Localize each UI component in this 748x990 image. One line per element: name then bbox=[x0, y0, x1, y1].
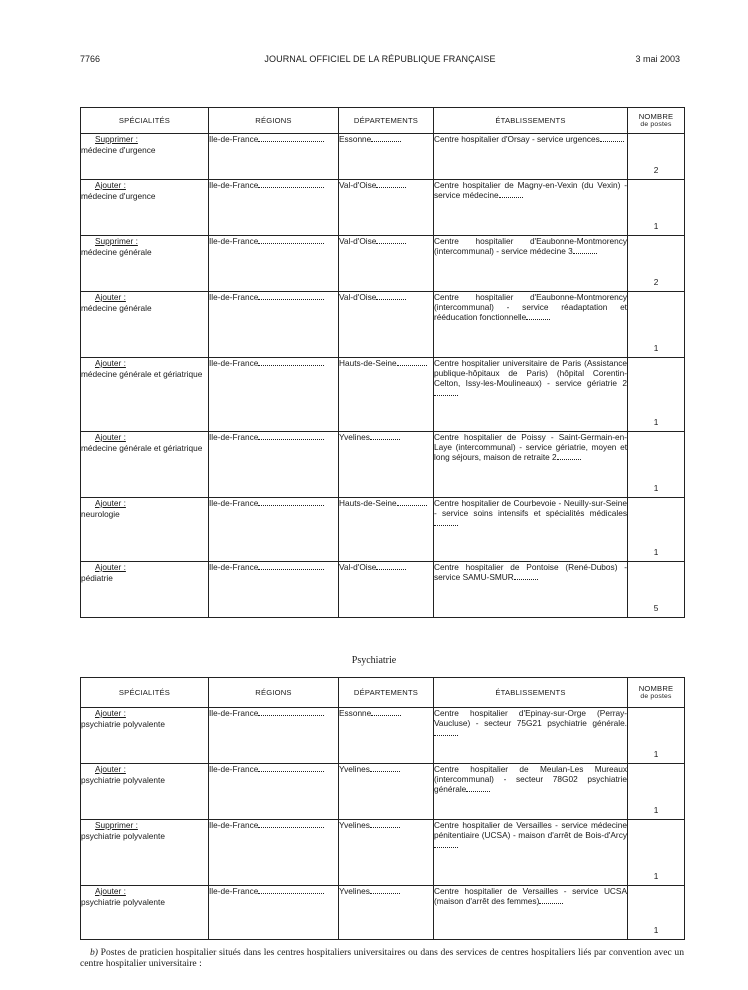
dot-leader bbox=[258, 365, 324, 366]
cell-specialite bbox=[81, 820, 209, 886]
postes-table-general bbox=[80, 107, 685, 618]
cell-etablissement bbox=[434, 708, 628, 764]
dot-leader bbox=[434, 395, 458, 396]
region-text: Ile-de-France bbox=[209, 236, 259, 246]
col-header-nombre bbox=[628, 678, 685, 708]
departement-text: Yvelines bbox=[339, 764, 370, 774]
dot-leader bbox=[258, 299, 324, 300]
etablissement-text: Centre hospitalier de Poissy - Saint-Germain-en-Laye (intercommunal) - service gériatrie, moyen et long séjours, maison de retraite 2 bbox=[434, 432, 627, 462]
cell-etablissement bbox=[434, 820, 628, 886]
dot-leader bbox=[376, 243, 406, 244]
action-label: Ajouter : bbox=[95, 358, 126, 368]
specialite-text: médecine générale bbox=[81, 247, 152, 257]
dot-leader bbox=[376, 187, 406, 188]
cell-region bbox=[209, 708, 339, 764]
region-text: Ile-de-France bbox=[209, 764, 259, 774]
cell-specialite bbox=[81, 432, 209, 498]
dot-leader bbox=[258, 827, 324, 828]
etablissement-text: Centre hospitalier de Courbevoie - Neuilly-sur-Seine - service soins intensifs et spécialités médicales bbox=[434, 498, 627, 518]
page-header bbox=[80, 54, 680, 68]
col-header-nombre-label: NOMBRE bbox=[638, 112, 674, 121]
specialite-text: psychiatrie polyvalente bbox=[81, 719, 165, 729]
cell-nombre: 1 bbox=[628, 498, 685, 562]
cell-region bbox=[209, 180, 339, 236]
etablissement-text: Centre hospitalier de Magny-en-Vexin (du Vexin) - service médecine bbox=[434, 180, 627, 200]
cell-specialite bbox=[81, 358, 209, 432]
cell-specialite bbox=[81, 886, 209, 940]
footnote bbox=[80, 947, 684, 969]
footnote-text: Postes de praticien hospitalier situés dans les centres hospitaliers universitaires ou dans des services de centres hospitaliers liés par convention avec un centre hospitalier universitaire : bbox=[80, 947, 684, 969]
cell-nombre: 1 bbox=[628, 292, 685, 358]
specialite-text: pédiatrie bbox=[81, 573, 113, 583]
table-row bbox=[81, 292, 685, 358]
dot-leader bbox=[397, 365, 427, 366]
cell-nombre: 5 bbox=[628, 562, 685, 618]
specialite-text: neurologie bbox=[81, 509, 120, 519]
cell-region bbox=[209, 432, 339, 498]
dot-leader bbox=[434, 525, 458, 526]
etablissement-text: Centre hospitalier de Pontoise (René-Dubos) - service SAMU-SMUR bbox=[434, 562, 627, 582]
page-number: 7766 bbox=[80, 54, 101, 64]
cell-region bbox=[209, 292, 339, 358]
region-text: Ile-de-France bbox=[209, 886, 259, 896]
table-header-row bbox=[81, 678, 685, 708]
journal-title: JOURNAL OFFICIEL DE LA RÉPUBLIQUE FRANÇAISE bbox=[264, 54, 496, 64]
departement-text: Essonne bbox=[339, 708, 372, 718]
departement-text: Val-d'Oise bbox=[339, 292, 377, 302]
cell-departement bbox=[339, 358, 434, 432]
dot-leader bbox=[434, 735, 458, 736]
departement-text: Essonne bbox=[339, 134, 372, 144]
etablissement-text: Centre hospitalier de Versailles - service UCSA (maison d'arrêt des femmes) bbox=[434, 886, 627, 906]
cell-nombre: 1 bbox=[628, 886, 685, 940]
dot-leader bbox=[370, 893, 400, 894]
cell-departement bbox=[339, 562, 434, 618]
region-text: Ile-de-France bbox=[209, 292, 259, 302]
cell-departement bbox=[339, 292, 434, 358]
specialite-text: médecine d'urgence bbox=[81, 145, 156, 155]
action-label: Supprimer : bbox=[95, 236, 138, 246]
region-text: Ile-de-France bbox=[209, 562, 259, 572]
action-label: Supprimer : bbox=[95, 134, 138, 144]
cell-etablissement bbox=[434, 358, 628, 432]
cell-departement bbox=[339, 134, 434, 180]
cell-specialite bbox=[81, 562, 209, 618]
cell-region bbox=[209, 134, 339, 180]
table-row bbox=[81, 708, 685, 764]
dot-leader bbox=[499, 197, 523, 198]
dot-leader bbox=[258, 439, 324, 440]
cell-departement bbox=[339, 886, 434, 940]
specialite-text: médecine générale et gériatrique bbox=[81, 443, 203, 453]
cell-etablissement bbox=[434, 236, 628, 292]
specialite-text: psychiatrie polyvalente bbox=[81, 831, 165, 841]
departement-text: Yvelines bbox=[339, 820, 370, 830]
cell-region bbox=[209, 562, 339, 618]
cell-departement bbox=[339, 236, 434, 292]
cell-nombre: 1 bbox=[628, 180, 685, 236]
dot-leader bbox=[573, 253, 597, 254]
cell-etablissement bbox=[434, 134, 628, 180]
table-row bbox=[81, 134, 685, 180]
dot-leader bbox=[370, 439, 400, 440]
etablissement-text: Centre hospitalier de Meulan-Les Mureaux (intercommunal) - secteur 78G02 psychiatrie générale bbox=[434, 764, 627, 794]
dot-leader bbox=[370, 827, 400, 828]
region-text: Ile-de-France bbox=[209, 498, 259, 508]
cell-region bbox=[209, 358, 339, 432]
table-row bbox=[81, 498, 685, 562]
action-label: Ajouter : bbox=[95, 886, 126, 896]
col-header-etablissements: ÉTABLISSEMENTS bbox=[434, 678, 628, 708]
departement-text: Yvelines bbox=[339, 432, 370, 442]
specialite-text: psychiatrie polyvalente bbox=[81, 897, 165, 907]
specialite-text: médecine d'urgence bbox=[81, 191, 156, 201]
cell-etablissement bbox=[434, 562, 628, 618]
cell-specialite bbox=[81, 134, 209, 180]
cell-specialite bbox=[81, 708, 209, 764]
dot-leader bbox=[371, 715, 401, 716]
region-text: Ile-de-France bbox=[209, 708, 259, 718]
etablissement-text: Centre hospitalier d'Eaubonne-Montmorency (intercommunal) - service médecine 3 bbox=[434, 236, 627, 256]
dot-leader bbox=[397, 505, 427, 506]
action-label: Supprimer : bbox=[95, 820, 138, 830]
departement-text: Val-d'Oise bbox=[339, 562, 377, 572]
specialite-text: médecine générale bbox=[81, 303, 152, 313]
region-text: Ile-de-France bbox=[209, 134, 259, 144]
action-label: Ajouter : bbox=[95, 180, 126, 190]
cell-departement bbox=[339, 820, 434, 886]
region-text: Ile-de-France bbox=[209, 432, 259, 442]
etablissement-text: Centre hospitalier d'Eaubonne-Montmorency (intercommunal) - service réadaptation et rééducation fonctionnelle bbox=[434, 292, 627, 322]
cell-specialite bbox=[81, 180, 209, 236]
col-header-nombre bbox=[628, 108, 685, 134]
cell-specialite bbox=[81, 764, 209, 820]
cell-etablissement bbox=[434, 432, 628, 498]
departement-text: Hauts-de-Seine bbox=[339, 498, 397, 508]
col-header-etablissements: ÉTABLISSEMENTS bbox=[434, 108, 628, 134]
col-header-specialites: SPÉCIALITÉS bbox=[81, 108, 209, 134]
dot-leader bbox=[258, 187, 324, 188]
departement-text: Val-d'Oise bbox=[339, 236, 377, 246]
cell-nombre: 1 bbox=[628, 432, 685, 498]
region-text: Ile-de-France bbox=[209, 358, 259, 368]
action-label: Ajouter : bbox=[95, 292, 126, 302]
col-header-specialites: SPÉCIALITÉS bbox=[81, 678, 209, 708]
cell-departement bbox=[339, 708, 434, 764]
dot-leader bbox=[434, 847, 458, 848]
dot-leader bbox=[258, 893, 324, 894]
dot-leader bbox=[557, 459, 581, 460]
action-label: Ajouter : bbox=[95, 708, 126, 718]
specialite-text: psychiatrie polyvalente bbox=[81, 775, 165, 785]
table-row bbox=[81, 886, 685, 940]
cell-region bbox=[209, 236, 339, 292]
action-label: Ajouter : bbox=[95, 432, 126, 442]
etablissement-text: Centre hospitalier universitaire de Paris (Assistance publique-hôpitaux de Paris) (hôpital Corentin-Celton, Issy-les-Moulineaux) - service gériatrie 2 bbox=[434, 358, 627, 388]
dot-leader bbox=[526, 319, 550, 320]
table-row bbox=[81, 432, 685, 498]
col-header-nombre-label: NOMBRE bbox=[638, 684, 674, 693]
cell-nombre: 1 bbox=[628, 358, 685, 432]
action-label: Ajouter : bbox=[95, 562, 126, 572]
dot-leader bbox=[370, 771, 400, 772]
cell-departement bbox=[339, 498, 434, 562]
cell-nombre: 1 bbox=[628, 708, 685, 764]
region-text: Ile-de-France bbox=[209, 180, 259, 190]
cell-region bbox=[209, 498, 339, 562]
table-row bbox=[81, 820, 685, 886]
publication-date: 3 mai 2003 bbox=[635, 54, 680, 64]
dot-leader bbox=[376, 299, 406, 300]
table-row bbox=[81, 236, 685, 292]
table-row bbox=[81, 358, 685, 432]
departement-text: Val-d'Oise bbox=[339, 180, 377, 190]
dot-leader bbox=[258, 569, 324, 570]
cell-region bbox=[209, 820, 339, 886]
etablissement-text: Centre hospitalier d'Orsay - service urgences bbox=[434, 134, 600, 144]
col-header-postes-label: de postes bbox=[640, 693, 672, 700]
cell-etablissement bbox=[434, 764, 628, 820]
etablissement-text: Centre hospitalier de Versailles - service médecine pénitentiaire (UCSA) - maison d'arrêt de Bois-d'Arcy bbox=[434, 820, 627, 840]
cell-departement bbox=[339, 764, 434, 820]
departement-text: Yvelines bbox=[339, 886, 370, 896]
section-title: Psychiatrie bbox=[351, 655, 397, 666]
postes-table-psychiatrie bbox=[80, 677, 685, 940]
cell-nombre: 1 bbox=[628, 764, 685, 820]
table-row bbox=[81, 764, 685, 820]
col-header-regions: RÉGIONS bbox=[209, 678, 339, 708]
col-header-postes-label: de postes bbox=[640, 121, 672, 128]
dot-leader bbox=[258, 771, 324, 772]
dot-leader bbox=[514, 579, 538, 580]
action-label: Ajouter : bbox=[95, 498, 126, 508]
specialite-text: médecine générale et gériatrique bbox=[81, 369, 203, 379]
action-label: Ajouter : bbox=[95, 764, 126, 774]
region-text: Ile-de-France bbox=[209, 820, 259, 830]
cell-etablissement bbox=[434, 292, 628, 358]
etablissement-text: Centre hospitalier d'Epinay-sur-Orge (Perray-Vaucluse) - secteur 75G21 psychiatrie générale. bbox=[434, 708, 627, 728]
cell-etablissement bbox=[434, 498, 628, 562]
cell-nombre: 2 bbox=[628, 236, 685, 292]
dot-leader bbox=[258, 243, 324, 244]
dot-leader bbox=[258, 715, 324, 716]
dot-leader bbox=[371, 141, 401, 142]
cell-region bbox=[209, 764, 339, 820]
cell-departement bbox=[339, 432, 434, 498]
cell-nombre: 2 bbox=[628, 134, 685, 180]
col-header-departements: DÉPARTEMENTS bbox=[339, 678, 434, 708]
dot-leader bbox=[466, 791, 490, 792]
col-header-departements: DÉPARTEMENTS bbox=[339, 108, 434, 134]
cell-etablissement bbox=[434, 180, 628, 236]
dot-leader bbox=[258, 141, 324, 142]
cell-nombre: 1 bbox=[628, 820, 685, 886]
dot-leader bbox=[258, 505, 324, 506]
table-row bbox=[81, 562, 685, 618]
cell-region bbox=[209, 886, 339, 940]
dot-leader bbox=[600, 141, 624, 142]
footnote-marker: b) bbox=[90, 947, 98, 958]
cell-specialite bbox=[81, 292, 209, 358]
col-header-regions: RÉGIONS bbox=[209, 108, 339, 134]
table-row bbox=[81, 180, 685, 236]
table-header-row bbox=[81, 108, 685, 134]
cell-specialite bbox=[81, 236, 209, 292]
dot-leader bbox=[376, 569, 406, 570]
cell-etablissement bbox=[434, 886, 628, 940]
departement-text: Hauts-de-Seine bbox=[339, 358, 397, 368]
cell-specialite bbox=[81, 498, 209, 562]
cell-departement bbox=[339, 180, 434, 236]
dot-leader bbox=[539, 903, 563, 904]
